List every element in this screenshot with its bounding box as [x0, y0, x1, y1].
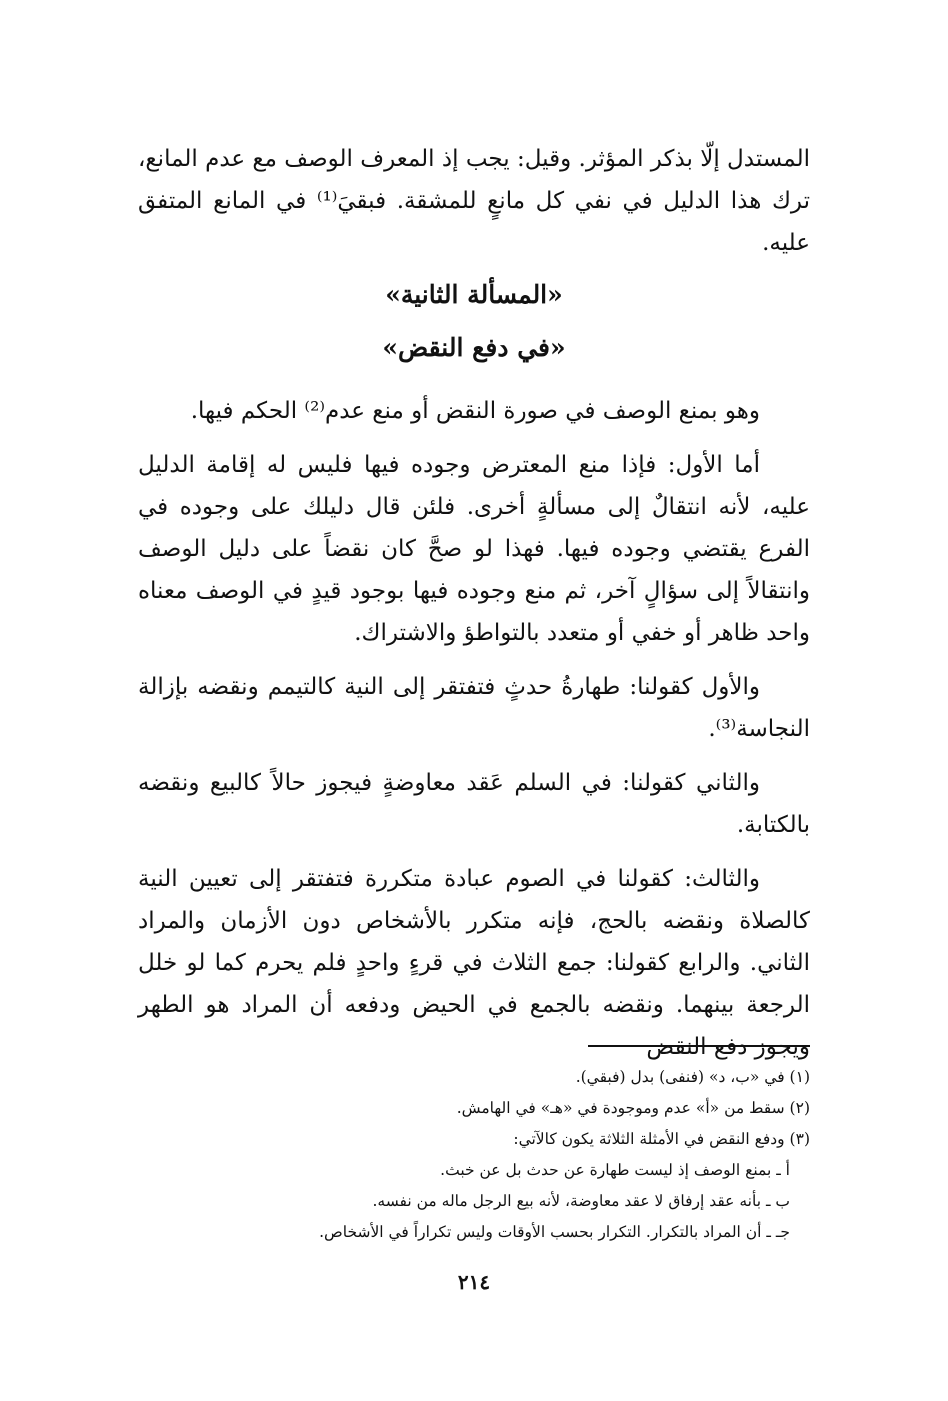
first-case-paragraph: أما الأول: فإذا منع المعترض وجوده فيها فليس له إقامة الدليل عليه، لأنه انتقالٌ إلى مسألةٍ أخرى. فلئن قال دليلك على وجوده في الفرع يقتضي وجوده فيها. فهذا لو صحَّ كان نقضاً على دليل الوصف وانتقالاً إلى سؤالٍ آخر، ثم منع وجوده فيها بوجود قيدٍ في الوصف معناه واحد ظاهر أو خفي أو متعدد بالتواطؤ والاشتراك.	[138, 452, 810, 646]
footnotes	[138, 1062, 810, 1248]
footnote-separator	[588, 1045, 810, 1047]
footnote-2: (٢) سقط من «أ» عدم وموجودة في «هـ» في الهامش.	[456, 1099, 810, 1117]
example-one-paragraph: والأول كقولنا: طهارةُ حدثٍ فتفتقر إلى النية كالتيمم ونقضه بإزالة النجاسة⁽³⁾.	[138, 674, 810, 742]
footnote-3: (٣) ودفع النقض في الأمثلة الثلاثة يكون كالآتي:	[513, 1130, 810, 1148]
footnote-3-item-b: ب ـ بأنه عقد إرفاق لا عقد معاوضة، لأنه بيع الرجل ماله من نفسه.	[372, 1192, 790, 1210]
footnote-3-item-c: جـ ـ أن المراد بالتكرار. التكرار بحسب الأوقات وليس تكراراً في الأشخاص.	[319, 1223, 790, 1241]
footnote-1: (١) في «ب، د» (فنفى) بدل (فبقي).	[575, 1068, 810, 1086]
section-subtitle: «في دفع النقض»	[382, 333, 566, 362]
page-number: ٢١٤	[457, 1270, 491, 1294]
section-title: «المسألة الثانية»	[385, 280, 563, 309]
example-two-paragraph: والثاني كقولنا: في السلم عَقد معاوضةٍ فيجوز حالاً كالبيع ونقضه بالكتابة.	[138, 770, 810, 838]
example-three-paragraph: والثالث: كقولنا في الصوم عبادة متكررة فتفتقر إلى تعيين النية كالصلاة ونقضه بالحج، فإنه متكرر بالأشخاص دون الأزمان والمراد الثاني. والرابع كقولنا: جمع الثلاث في قرءٍ واحدٍ فلم يحرم كما لو خلل الرجعة بينهما. ونقضه بالجمع في الحيض ودفعه أن المراد هو الطهر ويجوز دفع النقض	[138, 866, 810, 1060]
intro-paragraph: وهو بمنع الوصف في صورة النقض أو منع عدم⁽²⁾ الحكم فيها.	[190, 398, 760, 424]
main-body	[138, 390, 810, 1068]
continuation-block	[138, 138, 810, 264]
footnote-3-item-a: أ ـ بمنع الوصف إذ ليست طهارة عن حدث بل عن خبث.	[440, 1161, 790, 1179]
continuation-paragraph: المستدل إلّا بذكر المؤثر. وقيل: يجب إذ المعرف الوصف مع عدم المانع، ترك هذا الدليل في نفي كل مانعٍ للمشقة. فبقيَ⁽¹⁾ في المانع المتفق عليه.	[138, 146, 810, 256]
